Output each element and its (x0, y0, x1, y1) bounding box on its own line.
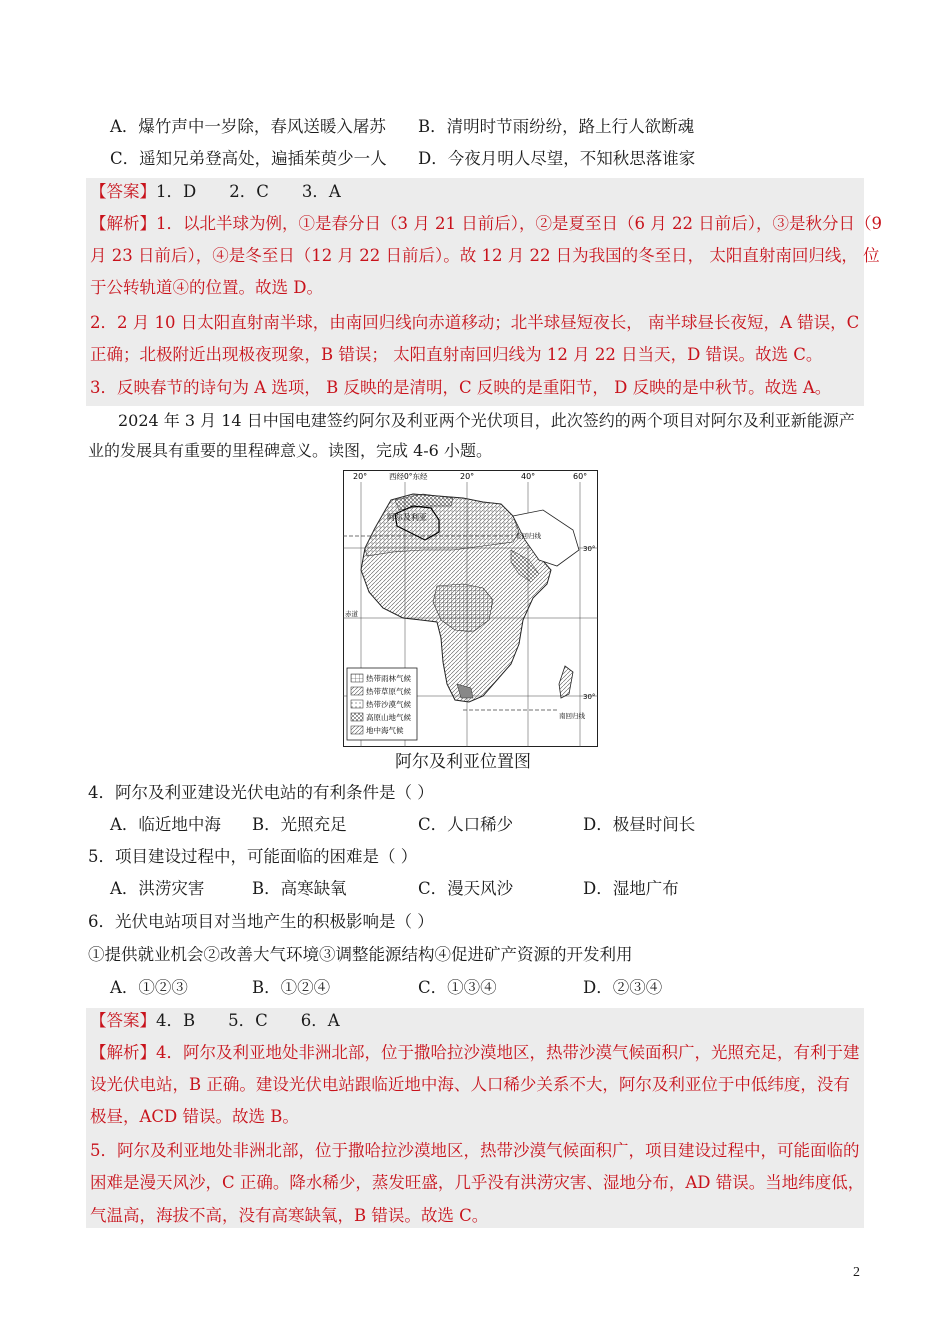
analysis-text: 气温高，海拔不高，没有高寒缺氧，B 错误。故选 C。 (90, 1206, 489, 1225)
tropic-of-cancer-label: 北回归线 (515, 532, 541, 540)
legend-item: 热带草原气候 (366, 687, 411, 696)
lon-label: 西经0°东经 (389, 472, 428, 481)
intro-text: 业的发展具有重要的里程碑意义。读图，完成 4-6 小题。 (88, 441, 492, 460)
option-d: D．极昼时间长 (583, 815, 696, 834)
lat-label: 30° (583, 545, 596, 553)
option-c: C．漫天风沙 (418, 879, 514, 898)
analysis-text: 4．阿尔及利亚地处非洲北部，位于撒哈拉沙漠地区，热带沙漠气候面积广，光照充足，有利于建 (156, 1043, 860, 1062)
analysis-text: 极昼，ACD 错误。故选 B。 (90, 1107, 299, 1126)
option-b: B．高寒缺氧 (252, 879, 347, 898)
africa-climate-map (343, 470, 598, 747)
analysis-text: 1．以北半球为例，①是春分日（3 月 21 日前后），②是夏至日（6 月 22 日前后），③是秋分日（9 (156, 214, 882, 233)
option-b: B．光照充足 (252, 815, 347, 834)
analysis-label: 【解析】 (90, 1043, 156, 1062)
analysis-line (90, 1042, 860, 1064)
answer-line (90, 1010, 340, 1032)
analysis-text: 设光伏电站，B 正确。建设光伏电站跟临近地中海、人口稀少关系不大，阿尔及利亚位于中低纬度，没有 (90, 1075, 850, 1094)
legend-item: 热带沙漠气候 (366, 700, 411, 709)
analysis-text: 3．反映春节的诗句为 A 选项， B 反映的是清明，C 反映的是重阳节， D 反映的是中秋节。故选 A。 (90, 378, 832, 397)
lon-label: 20° (353, 472, 368, 481)
lat-label: 30° (583, 693, 596, 701)
analysis-text: 月 23 日前后），④是冬至日（12 月 22 日前后）。故 12 月 22 日为我国的冬至日， 太阳直射南回归线， 位 (90, 246, 880, 265)
answer-label: 【答案】 (90, 182, 156, 201)
analysis-text: 困难是漫天风沙，C 正确。降水稀少，蒸发旺盛，几乎没有洪涝灾害、湿地分布，AD 错误。当地纬度低， (90, 1173, 865, 1192)
legend-item: 地中海气候 (366, 726, 404, 735)
lon-label: 20° (460, 472, 475, 481)
question-6-items: ①提供就业机会②改善大气环境③调整能源结构④促进矿产资源的开发利用 (88, 945, 633, 964)
analysis-label: 【解析】 (90, 214, 156, 233)
option-c: C．①③④ (418, 978, 497, 997)
option-d: D．②③④ (583, 978, 663, 997)
answer-text: 4．B 5．C 6．A (156, 1011, 340, 1030)
lon-label: 40° (521, 472, 536, 481)
option-d: D．湿地广布 (583, 879, 679, 898)
lon-label: 60° (573, 472, 588, 481)
answer-label: 【答案】 (90, 1011, 156, 1030)
option-b: B．清明时节雨纷纷，路上行人欲断魂 (418, 117, 695, 136)
option-b: B．①②④ (252, 978, 331, 997)
page-number: 2 (853, 1265, 860, 1280)
analysis-text: 于公转轨道④的位置。故选 D。 (90, 278, 323, 297)
analysis-text: 2．2 月 10 日太阳直射南半球，由南回归线向赤道移动；北半球昼短夜长， 南半球昼长夜短，A 错误，C (90, 313, 860, 332)
option-c: C．人口稀少 (418, 815, 514, 834)
map-caption: 阿尔及利亚位置图 (395, 752, 531, 772)
equator-label: 赤道 (345, 610, 358, 618)
analysis-text: 正确；北极附近出现极夜现象，B 错误； 太阳直射南回归线为 12 月 22 日当天，D 错误。故选 C。 (90, 345, 823, 364)
algeria-label: 阿尔及利亚 (387, 513, 427, 522)
analysis-text: 5．阿尔及利亚地处非洲北部，位于撒哈拉沙漠地区，热带沙漠气候面积广，项目建设过程中，可能面临的 (90, 1141, 860, 1160)
answer-line (90, 181, 341, 203)
question-4-stem: 4．阿尔及利亚建设光伏电站的有利条件是（ ） (88, 783, 434, 802)
map-legend (347, 668, 417, 740)
option-a: A．临近地中海 (110, 815, 221, 834)
legend-item: 高原山地气候 (366, 713, 411, 722)
option-d: D．今夜月明人尽望，不知秋思落谁家 (418, 149, 696, 168)
answer-text: 1．D 2．C 3．A (156, 182, 341, 201)
option-a: A．洪涝灾害 (110, 879, 205, 898)
question-6-stem: 6．光伏电站项目对当地产生的积极影响是（ ） (88, 912, 434, 931)
analysis-line (90, 213, 882, 235)
option-c: C．遥知兄弟登高处，遍插茱萸少一人 (110, 149, 387, 168)
question-5-stem: 5．项目建设过程中，可能面临的困难是（ ） (88, 847, 418, 866)
intro-text: 2024 年 3 月 14 日中国电建签约阿尔及利亚两个光伏项目，此次签约的两个项目对阿尔及利亚新能源产 (118, 411, 855, 430)
tropic-of-capricorn-label: 南回归线 (559, 712, 585, 720)
option-a: A．①②③ (110, 978, 188, 997)
option-a: A．爆竹声中一岁除，春风送暖入屠苏 (110, 117, 386, 136)
legend-item: 热带雨林气候 (366, 674, 411, 683)
